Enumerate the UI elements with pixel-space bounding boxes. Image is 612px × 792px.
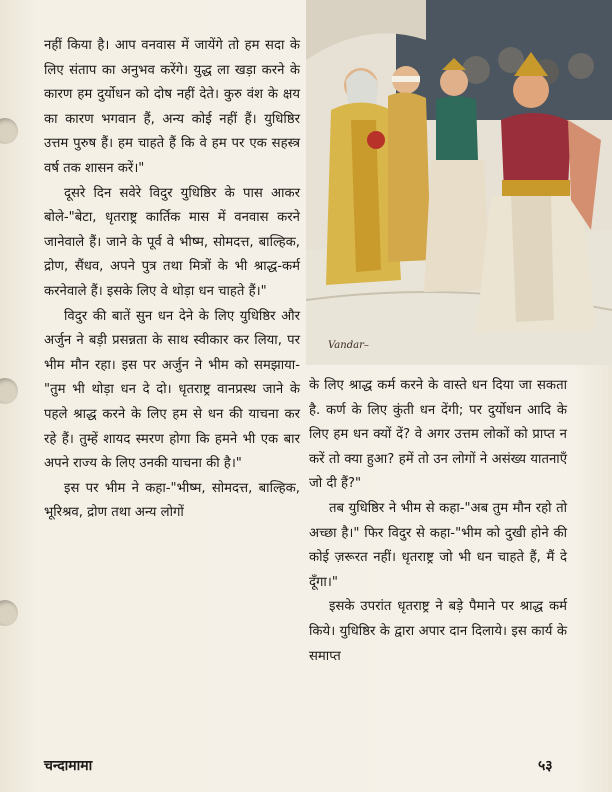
artist-signature: Vandar– <box>328 340 369 351</box>
paragraph: दूसरे दिन सवेरे विदुर युधिष्ठिर के पास आकर बोले-"बेटा, धृतराष्ट्र कार्तिक मास में वनवास करने जानेवाले हैं। जाने के पूर्व वे भीष्म, सोमदत्त, बाल्हिक, द्रोण, सैंधव, अपने पुत्र तथा मित्रों के भी श्राद्ध-कर्म करनेवाले हैं। इसके लिए वे थोड़ा धन चाहते हैं।" <box>44 185 300 299</box>
paragraph: इसके उपरांत धृतराष्ट्र ने बड़े पैमाने पर श्राद्ध कर्म किये। युधिष्ठिर के द्वारा अपार दान दिलाये। इस कार्य के समाप्त <box>309 599 567 664</box>
paragraph: तब युधिष्ठिर ने भीम से कहा-"अब तुम मौन रहो तो अच्छा है।" फिर विदुर से कहा-"भीम को दुखी होने की कोई ज़रूरत नहीं। धृतराष्ट्र जो भी धन चाहते हैं, मैं दे दूँगा।" <box>309 500 567 590</box>
paragraph: विदुर की बातें सुन धन देने के लिए युधिष्ठिर और अर्जुन ने बड़ी प्रसन्नता के साथ स्वीकार कर लिया, पर भीम मौन रहा। इस पर अर्जुन ने भीम को समझाया-"तुम भी थोड़ा धन दे दो। धृतराष्ट्र वानप्रस्थ जाने के पहले श्राद्ध करने के लिए हम से धन की याचना कर रहे हैं। तुम्हें शायद स्मरण होगा कि हमने भी एक बार अपने राज्य के लिए उनकी याचना की है।" <box>44 308 300 472</box>
page-number: ५३ <box>538 758 553 774</box>
paragraph: इस पर भीम ने कहा-"भीष्म, सोमदत्त, बाल्हिक, भूरिश्रव, द्रोण तथा अन्य लोगों <box>44 480 300 521</box>
magazine-name: चन्दामामा <box>44 758 93 774</box>
illustration-figures <box>306 0 612 365</box>
illustration <box>306 0 612 365</box>
left-text-column <box>44 34 300 526</box>
punch-hole <box>0 600 18 626</box>
punch-hole <box>0 378 18 404</box>
punch-hole <box>0 118 18 144</box>
paragraph: के लिए श्राद्ध कर्म करने के वास्ते धन दिया जा सकता है. कर्ण के लिए कुंती धन देंगी; पर दुर्योधन आदि के लिए हम धन क्यों दें? वे अगर उत्तम लोकों को प्राप्त न करें तो क्या हुआ? हमें तो उन लोगों ने असंख्य यातनाएँ जो दी हैं?" <box>309 378 567 492</box>
right-text-column <box>309 374 567 669</box>
paragraph: नहीं किया है। आप वनवास में जायेंगे तो हम सदा के लिए संताप का अनुभव करेंगे। युद्ध ला खड़ा करने के कारण हम दुर्योधन को दोष नहीं देते। कुरु वंश के क्षय का कारण भगवान हैं, अन्य कोई नहीं हैं। युधिष्ठिर उत्तम पुरुष हैं। हम चाहते हैं कि वे हम पर एक सहस्त्र वर्ष तक शासन करें।" <box>44 38 300 176</box>
